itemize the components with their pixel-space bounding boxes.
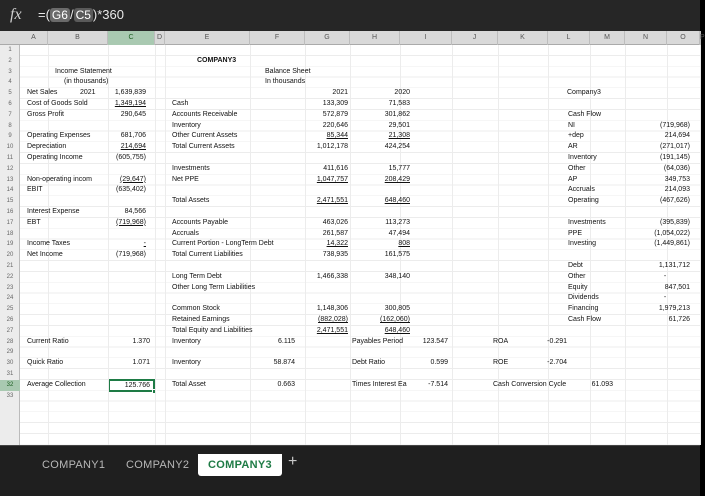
formula-bar[interactable] xyxy=(0,0,700,31)
cash-flow-label[interactable]: Dividends xyxy=(568,294,599,302)
row-header-11[interactable]: 11 xyxy=(6,155,14,161)
balance-label[interactable]: Accounts Payable xyxy=(172,218,229,226)
income-value[interactable]: 681,706 xyxy=(120,132,146,140)
row-header-33[interactable]: 33 xyxy=(6,392,14,399)
selected-cell-value[interactable]: 125.766 xyxy=(124,381,150,389)
company-title[interactable]: COMPANY3 xyxy=(197,56,237,64)
row-header-14[interactable]: 14 xyxy=(6,187,14,194)
add-sheet-button[interactable]: + xyxy=(288,453,298,470)
balance-label[interactable]: Cash xyxy=(172,100,189,107)
cash-flow-label[interactable]: Investments xyxy=(568,218,606,226)
column-header-o[interactable]: O xyxy=(667,31,700,45)
income-label[interactable]: Operating Expenses xyxy=(27,132,91,140)
balance-value-2021[interactable]: 738,935 xyxy=(322,251,348,259)
ratio-value[interactable]: 1.370 xyxy=(132,337,150,345)
income-value[interactable]: - xyxy=(143,240,146,248)
cash-flow-value[interactable]: 214,694 xyxy=(664,132,690,140)
column-header-l[interactable]: L xyxy=(548,31,590,45)
income-label[interactable]: Interest Expense xyxy=(27,208,80,215)
income-label[interactable]: EBIT xyxy=(27,186,43,194)
balance-value-2021[interactable]: (882,028) xyxy=(318,316,348,323)
function-icon[interactable]: fx xyxy=(10,6,22,23)
row-header-23[interactable]: 23 xyxy=(6,284,14,291)
income-value[interactable]: (719,968) xyxy=(116,251,146,259)
cash-flow-value[interactable]: 1,979,213 xyxy=(658,305,690,313)
column-header-n[interactable]: N xyxy=(625,31,667,45)
formula-ref-g6: G6 xyxy=(51,8,68,22)
cash-flow-label[interactable]: Debt xyxy=(568,262,583,269)
balance-label[interactable]: Investments xyxy=(172,164,210,172)
ratio-label[interactable]: Times Interest Ea xyxy=(352,380,407,388)
income-value[interactable]: (635,402) xyxy=(116,186,146,194)
spreadsheet-grid[interactable] xyxy=(20,45,700,445)
cash-flow-value[interactable]: - xyxy=(663,272,667,280)
balance-value-2020[interactable]: 424,254 xyxy=(384,143,410,151)
ratio-label[interactable]: ROA xyxy=(493,337,509,345)
ratio-label[interactable]: Average Collection xyxy=(27,380,86,388)
balance-value-2020[interactable]: 15,777 xyxy=(388,164,410,172)
row-header-21[interactable]: 21 xyxy=(6,263,14,269)
column-header-i[interactable]: I xyxy=(400,31,452,45)
grid-line xyxy=(165,45,166,445)
cash-flow-company[interactable]: Company3 xyxy=(567,89,601,97)
income-value[interactable]: 1,639,839 xyxy=(114,89,146,97)
balance-value-2020[interactable]: 208,429 xyxy=(384,175,410,183)
grid-line xyxy=(625,45,626,445)
balance-value-2020[interactable]: 71,583 xyxy=(388,100,410,107)
balance-value-2021[interactable]: 220,646 xyxy=(322,121,348,129)
row-header-7[interactable]: 7 xyxy=(8,111,12,118)
row-header-24[interactable]: 24 xyxy=(6,295,14,302)
column-header-m[interactable]: M xyxy=(590,31,625,45)
balance-value-2021[interactable]: 463,026 xyxy=(322,218,348,226)
ratio-label[interactable]: Cash Conversion Cycle xyxy=(493,380,567,388)
balance-value-2021[interactable]: 1,466,338 xyxy=(316,272,348,280)
cash-flow-label[interactable]: AP xyxy=(568,175,578,183)
row-header-13[interactable]: 13 xyxy=(6,176,14,183)
income-label[interactable]: EBT xyxy=(27,218,41,226)
row-header-30[interactable]: 30 xyxy=(6,360,14,367)
balance-label[interactable]: Inventory xyxy=(172,121,201,129)
cash-flow-value[interactable]: 847,501 xyxy=(664,283,690,291)
balance-label[interactable]: Net PPE xyxy=(172,175,199,183)
balance-value-2020[interactable]: 808 xyxy=(398,240,410,248)
balance-value-2021[interactable]: 261,587 xyxy=(322,229,348,237)
formula-prefix: =( xyxy=(38,7,50,22)
balance-value-2020[interactable]: 301,862 xyxy=(384,110,410,118)
column-header-e[interactable]: E xyxy=(165,31,250,45)
cash-flow-label[interactable]: Inventory xyxy=(568,154,597,161)
row-header-19[interactable]: 19 xyxy=(6,241,14,248)
ratio-label[interactable]: Inventory xyxy=(172,359,201,367)
income-statement-year[interactable]: 2021 xyxy=(80,89,96,97)
cash-flow-label[interactable]: Cash Flow xyxy=(568,316,602,323)
income-label[interactable]: Net Sales xyxy=(27,89,58,97)
balance-value-2020[interactable]: (162,060) xyxy=(380,316,410,323)
tab-company2[interactable]: COMPANY2 xyxy=(126,459,190,471)
income-label[interactable]: Net Income xyxy=(27,251,63,259)
ratio-value[interactable]: 58.874 xyxy=(273,359,295,367)
row-header-bar xyxy=(0,45,20,445)
cash-flow-value[interactable]: - xyxy=(663,294,667,302)
balance-year-2021[interactable]: 2021 xyxy=(332,89,348,97)
row-header-9[interactable]: 9 xyxy=(8,133,12,140)
balance-value-2021[interactable]: 133,309 xyxy=(322,100,348,107)
row-header-3[interactable]: 3 xyxy=(8,68,12,75)
ratio-value[interactable]: 1.071 xyxy=(132,359,150,367)
row-header-15[interactable]: 15 xyxy=(6,198,14,205)
tab-company1[interactable]: COMPANY1 xyxy=(42,459,106,471)
balance-year-2020[interactable]: 2020 xyxy=(394,89,410,97)
cash-flow-value[interactable]: 1,131,712 xyxy=(658,262,690,269)
income-statement-subtitle[interactable]: (in thousands) xyxy=(64,78,109,86)
cash-flow-label[interactable]: Financing xyxy=(568,305,599,313)
ratio-label[interactable]: Total Asset xyxy=(172,380,206,388)
cash-flow-label[interactable]: Other xyxy=(568,272,586,280)
cash-flow-label[interactable]: +dep xyxy=(568,132,584,140)
formula-separator: / xyxy=(69,7,74,22)
row-header-26[interactable]: 26 xyxy=(6,317,14,323)
ratio-label[interactable]: Inventory xyxy=(172,337,201,345)
balance-value-2021[interactable]: 14,322 xyxy=(326,240,348,248)
column-header-k[interactable]: K xyxy=(498,31,548,45)
balance-value-2021[interactable]: 85,344 xyxy=(326,132,348,140)
income-label[interactable]: Gross Profit xyxy=(27,110,64,118)
balance-label[interactable]: Total Assets xyxy=(172,197,210,205)
balance-value-2020[interactable]: 648,460 xyxy=(384,197,410,205)
row-header-4[interactable]: 4 xyxy=(8,79,12,86)
income-value[interactable]: 84,566 xyxy=(124,208,146,215)
balance-value-2021[interactable]: 1,148,306 xyxy=(316,305,348,313)
row-header-5[interactable]: 5 xyxy=(8,90,12,97)
ratio-value[interactable]: 0.599 xyxy=(430,359,448,367)
income-label[interactable]: Depreciation xyxy=(27,143,67,151)
balance-label[interactable]: Total Current Assets xyxy=(172,143,235,151)
income-value[interactable]: 1,349,194 xyxy=(114,100,146,107)
ratio-label[interactable]: Current Ratio xyxy=(27,337,69,345)
grid-line xyxy=(452,45,453,445)
ratio-value[interactable]: 0.663 xyxy=(277,380,295,388)
balance-value-2020[interactable]: 21,308 xyxy=(388,132,410,140)
ratio-value[interactable]: -2.704 xyxy=(547,359,567,367)
income-value[interactable]: (719,968) xyxy=(116,218,146,226)
cash-flow-value[interactable]: (395,839) xyxy=(660,218,690,226)
column-header-p[interactable]: P xyxy=(700,31,701,45)
formula-ref-c5: C5 xyxy=(75,8,91,22)
cash-flow-label[interactable]: Accruals xyxy=(568,186,595,194)
column-header-g[interactable]: G xyxy=(305,31,350,45)
ratio-label[interactable]: Quick Ratio xyxy=(27,359,64,367)
selected-cell-c32[interactable] xyxy=(108,379,155,392)
balance-label[interactable]: Accruals xyxy=(172,229,199,237)
row-header-16[interactable]: 16 xyxy=(6,209,14,215)
row-header-2[interactable]: 2 xyxy=(8,57,12,64)
balance-value-2020[interactable]: 113,273 xyxy=(385,218,410,226)
balance-value-2020[interactable]: 300,805 xyxy=(384,305,410,313)
balance-value-2021[interactable]: 2,471,551 xyxy=(316,197,348,205)
income-label[interactable]: Operating Income xyxy=(27,154,83,161)
balance-value-2021[interactable]: 1,047,757 xyxy=(316,175,348,183)
cash-flow-value[interactable]: 349,753 xyxy=(664,175,690,183)
balance-value-2020[interactable]: 47,494 xyxy=(388,229,410,237)
income-value[interactable]: (29,647) xyxy=(119,175,146,183)
balance-value-2021[interactable]: 411,616 xyxy=(323,164,348,172)
balance-label[interactable]: Common Stock xyxy=(172,305,220,313)
balance-value-2020[interactable]: 348,140 xyxy=(384,272,410,280)
tab-company3[interactable]: COMPANY3 xyxy=(198,454,282,476)
row-header-20[interactable]: 20 xyxy=(6,252,14,259)
grid-line xyxy=(350,45,351,445)
column-header-f[interactable]: F xyxy=(250,31,305,45)
column-header-b[interactable]: B xyxy=(48,31,108,45)
cash-flow-label[interactable]: Operating xyxy=(568,197,599,205)
row-header-28[interactable]: 28 xyxy=(6,338,14,345)
cash-flow-value[interactable]: (1,054,022) xyxy=(654,229,690,237)
balance-label[interactable]: Total Current Liabilities xyxy=(172,251,243,259)
formula-input[interactable] xyxy=(38,7,124,22)
row-header-31[interactable]: 31 xyxy=(6,371,14,377)
balance-label[interactable]: Current Portion - LongTerm Debt xyxy=(172,240,274,248)
row-header-32[interactable]: 32 xyxy=(0,380,20,391)
grid-line xyxy=(155,45,156,445)
formula-suffix: )*360 xyxy=(92,7,124,22)
balance-label[interactable]: Long Term Debt xyxy=(172,272,222,280)
income-value[interactable]: 290,645 xyxy=(120,110,146,118)
row-header-6[interactable]: 6 xyxy=(8,101,12,107)
balance-label[interactable]: Retained Earnings xyxy=(172,316,230,323)
row-header-8[interactable]: 8 xyxy=(8,122,12,129)
row-header-29[interactable]: 29 xyxy=(6,349,14,356)
row-header-22[interactable]: 22 xyxy=(6,273,14,280)
cash-flow-label[interactable]: NI xyxy=(568,121,575,129)
cash-flow-label[interactable]: Other xyxy=(568,164,586,172)
balance-value-2021[interactable]: 572,879 xyxy=(322,110,348,118)
grid-line xyxy=(700,45,701,445)
cash-flow-value[interactable]: (719,968) xyxy=(660,121,690,129)
ratio-value[interactable]: 6.115 xyxy=(278,337,295,345)
ratio-label[interactable]: ROE xyxy=(493,359,509,367)
balance-label[interactable]: Other Current Assets xyxy=(172,132,238,140)
balance-value-2021[interactable]: 2,471,551 xyxy=(316,326,348,334)
cash-flow-label[interactable]: Cash Flow xyxy=(568,110,602,118)
cash-flow-value[interactable]: (1,449,861) xyxy=(654,240,690,248)
ratio-value[interactable]: 123.547 xyxy=(422,337,448,345)
ratio-value[interactable]: 61.093 xyxy=(591,380,613,388)
row-header-10[interactable]: 10 xyxy=(6,144,14,151)
income-label[interactable]: Cost of Goods Sold xyxy=(27,100,88,107)
column-header-a[interactable]: A xyxy=(20,31,48,45)
balance-label[interactable]: Accounts Receivable xyxy=(172,110,238,118)
cash-flow-value[interactable]: 61,726 xyxy=(668,316,690,323)
row-header-12[interactable]: 12 xyxy=(6,165,14,172)
ratio-value[interactable]: -0.291 xyxy=(547,337,567,345)
row-header-17[interactable]: 17 xyxy=(6,219,14,226)
column-header-h[interactable]: H xyxy=(350,31,400,45)
cash-flow-label[interactable]: Equity xyxy=(568,283,588,291)
ratio-label[interactable]: Payables Period xyxy=(352,337,403,345)
income-label[interactable]: Income Taxes xyxy=(27,240,71,248)
cash-flow-value[interactable]: 214,093 xyxy=(664,186,690,194)
column-header-j[interactable]: J xyxy=(452,31,498,45)
balance-value-2020[interactable]: 161,575 xyxy=(384,251,410,259)
ratio-label[interactable]: Debt Ratio xyxy=(352,359,386,367)
cash-flow-label[interactable]: AR xyxy=(568,143,578,151)
income-label[interactable]: Non-operating incom xyxy=(27,175,92,183)
income-value[interactable]: (605,755) xyxy=(116,154,146,161)
column-header-c[interactable]: C xyxy=(108,31,155,45)
row-header-27[interactable]: 27 xyxy=(6,327,14,334)
cash-flow-label[interactable]: PPE xyxy=(568,229,583,237)
cash-flow-label[interactable]: Investing xyxy=(568,240,597,248)
balance-value-2020[interactable]: 29,501 xyxy=(388,121,410,129)
column-header-d[interactable]: D xyxy=(155,31,165,45)
column-header-bar xyxy=(0,31,705,45)
cash-flow-value[interactable]: (467,626) xyxy=(660,197,690,205)
balance-value-2021[interactable]: 1,012,178 xyxy=(316,143,348,151)
balance-sheet-title[interactable]: Balance Sheet xyxy=(265,67,311,75)
income-value[interactable]: 214,694 xyxy=(120,143,146,151)
row-header-18[interactable]: 18 xyxy=(6,230,14,237)
cash-flow-value[interactable]: (64,036) xyxy=(663,164,690,172)
cash-flow-value[interactable]: (191,145) xyxy=(660,154,690,161)
balance-sheet-subtitle[interactable]: In thousands xyxy=(265,78,306,86)
row-header-25[interactable]: 25 xyxy=(6,306,14,313)
balance-label[interactable]: Other Long Term Liabilities xyxy=(172,283,256,291)
sheet-tab-bar xyxy=(0,445,700,496)
row-header-1[interactable]: 1 xyxy=(8,47,12,53)
balance-value-2020[interactable]: 648,460 xyxy=(384,326,410,334)
balance-label[interactable]: Total Equity and Liabilities xyxy=(172,326,253,334)
cash-flow-value[interactable]: (271,017) xyxy=(660,143,690,151)
income-statement-title[interactable]: Income Statement xyxy=(55,67,112,75)
ratio-value[interactable]: -7.514 xyxy=(428,380,448,388)
